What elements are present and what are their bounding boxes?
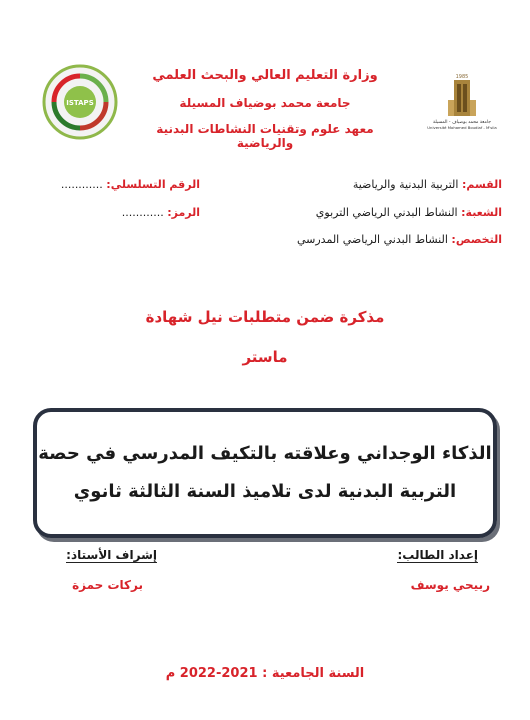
thesis-title-line-1: الذكاء الوجداني وعلاقته بالتكيف المدرسي في حصة: [38, 443, 492, 464]
thesis-title-line-2: التربية البدنية لدى تلاميذ السنة الثالثة ثانوي: [73, 481, 457, 502]
academic-year: السنة الجامعية : 2021-2022 م: [165, 666, 365, 681]
serial-label: الرقم التسلسلي:: [106, 178, 200, 191]
branch-label: الشعبة:: [461, 206, 502, 219]
institute-name: معهد علوم وتقنيات النشاطات البدنية والرياضية: [156, 122, 374, 150]
university-logo: [424, 72, 500, 132]
thesis-title-box: [33, 408, 497, 538]
department-label: القسم:: [461, 178, 502, 191]
university-logo-french: Université Mohamed Boudiaf - M'sila: [427, 125, 497, 130]
institute-logo-text: ISTAPS: [66, 99, 94, 107]
university-name: جامعة محمد بوضياف المسيلة: [179, 96, 351, 110]
student-label: إعداد الطالب:: [397, 548, 478, 562]
supervisor-name: بركات حمزة: [72, 578, 143, 592]
ministry-name: وزارة التعليم العالي والبحث العلمي: [152, 68, 378, 83]
code-value: ............: [121, 206, 164, 219]
university-logo-year: 1985: [455, 74, 469, 80]
student-name: ربيحي يوسف: [410, 578, 490, 592]
serial-value: ............: [60, 178, 103, 191]
branch-value: النشاط البدني الرياضي التربوي: [315, 206, 458, 219]
code-row: [122, 206, 200, 219]
department-value: التربية البدنية والرياضية: [352, 178, 459, 191]
serial-row: [61, 178, 200, 191]
branch-row: [316, 206, 502, 219]
specialty-value: النشاط البدني الرياضي المدرسي: [296, 233, 448, 246]
institute-logo: [40, 62, 120, 142]
department-row: [353, 178, 502, 191]
specialty-row: [297, 233, 502, 246]
specialty-label: التخصص:: [451, 233, 502, 246]
memo-line-1: مذكرة ضمن متطلبات نيل شهادة: [145, 308, 385, 326]
memo-line-2: ماستر: [242, 348, 288, 366]
code-label: الرمز:: [167, 206, 200, 219]
supervisor-label: إشراف الأستاذ:: [66, 548, 157, 562]
university-logo-arabic: جامعة محمد بوضياف - المسيلة: [432, 120, 492, 125]
